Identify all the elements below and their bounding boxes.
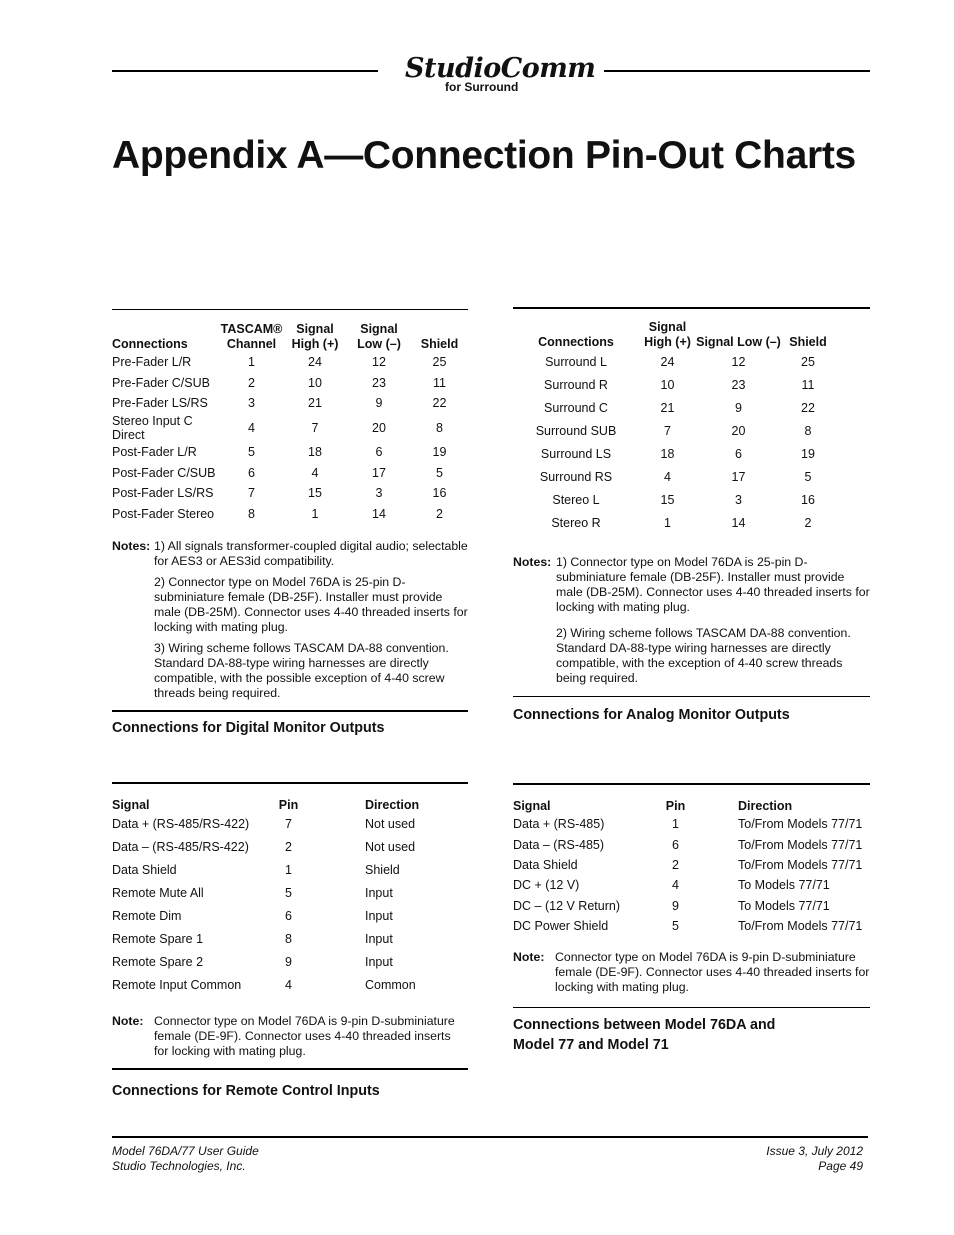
digital-shield-cell: 8 bbox=[436, 420, 443, 435]
analog-table bbox=[513, 319, 835, 534]
remote-row bbox=[112, 882, 452, 905]
remote-header: Pin bbox=[278, 798, 299, 812]
remote-signal-cell: Data + (RS-485/RS-422) bbox=[112, 817, 250, 832]
note-item: 2) Wiring scheme follows TASCAM DA-88 convention. Standard DA-88-type wiring harnesses are directly compatible, with the exception of 4-40 screw threads being required. bbox=[556, 626, 851, 685]
model-row bbox=[513, 855, 870, 875]
digital-bottom-rule bbox=[112, 710, 468, 712]
analog-shield-cell: 25 bbox=[801, 354, 815, 369]
model-caption-line2: Model 77 and Model 71 bbox=[513, 1037, 669, 1053]
digital-connection-cell: Post-Fader LS/RS bbox=[112, 486, 214, 501]
note-item: 1) All signals transformer-coupled digital audio; selectable for AES3 or AES3id compatibility. bbox=[154, 539, 468, 568]
remote-row bbox=[112, 950, 452, 973]
digital-notes bbox=[112, 539, 468, 701]
digital-shield-cell: 22 bbox=[432, 396, 447, 411]
analog-high-cell: 18 bbox=[660, 446, 675, 461]
analog-connection-cell: Surround R bbox=[544, 377, 608, 392]
digital-header: Signal Low (–) bbox=[357, 322, 401, 351]
analog-high-cell: 24 bbox=[660, 354, 675, 369]
remote-header: Signal bbox=[112, 798, 150, 812]
digital-row bbox=[112, 504, 468, 525]
model-top-rule bbox=[513, 783, 870, 785]
digital-connection-cell: Stereo Input C Direct bbox=[112, 413, 193, 442]
analog-low-cell: 12 bbox=[731, 354, 746, 369]
digital-low-cell: 3 bbox=[375, 486, 383, 501]
remote-signal-cell: Remote Dim bbox=[112, 909, 182, 923]
digital-shield-cell: 25 bbox=[432, 355, 447, 370]
analog-header: Signal High (+) bbox=[644, 320, 691, 349]
analog-row bbox=[513, 350, 835, 373]
model-row bbox=[513, 814, 870, 834]
note-item: 3) Wiring scheme follows TASCAM DA-88 convention. Standard DA-88-type wiring harnesses are directly compatible, with the possible exception of 4-40 screw threads being required. bbox=[154, 641, 449, 700]
remote-direction-cell: Not used bbox=[365, 817, 416, 832]
digital-channel-cell: 3 bbox=[248, 396, 255, 411]
remote-direction-cell: Input bbox=[365, 909, 393, 923]
digital-low-cell: 20 bbox=[372, 420, 386, 435]
remote-signal-cell: Remote Mute All bbox=[112, 886, 204, 901]
note-text: Connector type on Model 76DA is 9-pin D-subminiature female (DE-9F). Connector uses 4-40 threaded inserts for locking with mating plug. bbox=[154, 1014, 455, 1058]
analog-notes bbox=[513, 555, 870, 686]
remote-pin-cell: 9 bbox=[285, 954, 292, 969]
footer-left bbox=[112, 1144, 259, 1174]
analog-low-cell: 6 bbox=[735, 446, 742, 461]
note-text: Connector type on Model 76DA is 9-pin D-subminiature female (DE-9F). Connector uses 4-40 threaded inserts for locking with mating plug. bbox=[555, 950, 870, 994]
model-row bbox=[513, 875, 870, 895]
model-signal-cell: DC Power Shield bbox=[513, 919, 609, 934]
digital-connection-cell: Pre-Fader L/R bbox=[112, 355, 192, 370]
analog-top-rule bbox=[513, 307, 870, 309]
model-header: Pin bbox=[665, 799, 686, 813]
analog-header: Shield bbox=[789, 335, 827, 349]
digital-low-cell: 17 bbox=[372, 465, 386, 480]
analog-row bbox=[513, 442, 835, 465]
digital-high-cell: 4 bbox=[311, 465, 319, 480]
analog-caption: Connections for Analog Monitor Outputs bbox=[513, 707, 790, 723]
remote-pin-cell: 8 bbox=[285, 931, 292, 946]
digital-high-cell: 18 bbox=[308, 445, 322, 460]
header-rule-right bbox=[604, 70, 870, 72]
analog-shield-cell: 16 bbox=[801, 492, 815, 507]
analog-high-cell: 7 bbox=[664, 423, 671, 438]
model-note bbox=[513, 950, 870, 995]
note-label: Note: bbox=[513, 950, 545, 964]
digital-low-cell: 12 bbox=[372, 355, 386, 370]
model-direction-cell: To/From Models 77/71 bbox=[738, 857, 863, 872]
model-bottom-rule bbox=[513, 1007, 870, 1008]
remote-signal-cell: Data Shield bbox=[112, 863, 177, 878]
digital-high-cell: 21 bbox=[308, 396, 322, 411]
digital-channel-cell: 7 bbox=[248, 486, 255, 501]
digital-header: Signal High (+) bbox=[291, 322, 339, 351]
model-pin-cell: 4 bbox=[672, 878, 679, 893]
digital-row bbox=[112, 393, 468, 414]
remote-signal-cell: Remote Spare 2 bbox=[112, 954, 204, 969]
digital-shield-cell: 19 bbox=[432, 445, 447, 460]
digital-low-cell: 9 bbox=[375, 396, 383, 411]
note-label: Note: bbox=[112, 1014, 144, 1028]
footer-issue: Issue 3, July 2012 bbox=[766, 1144, 863, 1158]
digital-low-cell: 14 bbox=[372, 506, 386, 521]
remote-direction-cell: Input bbox=[365, 954, 393, 969]
analog-connection-cell: Stereo R bbox=[551, 515, 601, 530]
remote-row bbox=[112, 973, 452, 996]
analog-connection-cell: Surround LS bbox=[540, 446, 612, 461]
remote-direction-cell: Common bbox=[365, 977, 416, 992]
brand-script: StudioComm bbox=[405, 53, 596, 84]
brand-sub: for Surround bbox=[445, 80, 519, 94]
digital-row bbox=[112, 483, 468, 504]
digital-high-cell: 1 bbox=[311, 506, 319, 521]
header-rule-left bbox=[112, 70, 378, 72]
analog-high-cell: 21 bbox=[660, 400, 675, 415]
analog-bottom-rule bbox=[513, 696, 870, 697]
footer-page: Page 49 bbox=[818, 1159, 863, 1173]
model-direction-cell: To/From Models 77/71 bbox=[738, 837, 863, 852]
model-header: Direction bbox=[738, 799, 793, 813]
remote-row bbox=[112, 813, 452, 836]
model-row bbox=[513, 834, 870, 854]
model-pin-cell: 1 bbox=[672, 817, 679, 832]
analog-row bbox=[513, 419, 835, 442]
digital-row bbox=[112, 462, 468, 483]
note-item: 1) Connector type on Model 76DA is 25-pin D-subminiature female (DB-25F). Installer must provide male (DB-25M). Connector uses 4-40 threaded inserts for locking with mating plug. bbox=[556, 555, 870, 614]
remote-direction-cell: Not used bbox=[365, 840, 416, 855]
remote-pin-cell: 5 bbox=[285, 886, 292, 901]
analog-high-cell: 1 bbox=[664, 515, 671, 530]
analog-row bbox=[513, 373, 835, 396]
analog-low-cell: 14 bbox=[731, 515, 746, 530]
model-signal-cell: DC – (12 V Return) bbox=[513, 898, 620, 913]
digital-high-cell: 15 bbox=[308, 486, 322, 501]
analog-connection-cell: Surround C bbox=[544, 400, 608, 415]
digital-low-cell: 23 bbox=[372, 375, 386, 390]
remote-row bbox=[112, 905, 452, 928]
model-pin-cell: 2 bbox=[672, 857, 679, 872]
analog-low-cell: 20 bbox=[731, 423, 746, 438]
analog-row bbox=[513, 465, 835, 488]
remote-note bbox=[112, 1014, 468, 1059]
digital-row bbox=[112, 373, 468, 394]
digital-connection-cell: Post-Fader Stereo bbox=[112, 506, 215, 521]
digital-caption: Connections for Digital Monitor Outputs bbox=[112, 720, 385, 736]
digital-connection-cell: Post-Fader L/R bbox=[112, 445, 197, 460]
analog-row bbox=[513, 488, 835, 511]
remote-direction-cell: Input bbox=[365, 886, 393, 901]
analog-connection-cell: Surround RS bbox=[539, 469, 613, 484]
page-title: Appendix A—Connection Pin-Out Charts bbox=[112, 134, 856, 177]
digital-high-cell: 7 bbox=[311, 420, 319, 435]
digital-channel-cell: 8 bbox=[248, 506, 255, 521]
model-pin-cell: 6 bbox=[672, 837, 679, 852]
model-pin-cell: 9 bbox=[672, 898, 679, 913]
analog-row bbox=[513, 511, 835, 534]
digital-connection-cell: Pre-Fader LS/RS bbox=[112, 396, 208, 411]
analog-connection-cell: Stereo L bbox=[552, 492, 600, 507]
remote-pin-cell: 4 bbox=[285, 977, 292, 992]
remote-bottom-rule bbox=[112, 1068, 468, 1070]
analog-shield-cell: 11 bbox=[801, 377, 815, 392]
footer-company: Studio Technologies, Inc. bbox=[112, 1159, 246, 1173]
analog-high-cell: 15 bbox=[660, 492, 675, 507]
digital-shield-cell: 2 bbox=[436, 506, 443, 521]
digital-header: TASCAM® Channel bbox=[220, 322, 283, 351]
remote-pin-cell: 2 bbox=[285, 840, 292, 855]
digital-connection-cell: Post-Fader C/SUB bbox=[112, 465, 216, 480]
digital-row bbox=[112, 414, 468, 442]
digital-table bbox=[112, 322, 468, 524]
digital-shield-cell: 11 bbox=[433, 375, 446, 390]
note-item: 2) Connector type on Model 76DA is 25-pin D-subminiature female (DB-25F). Installer must provide male (DB-25M). Connector uses 4-40 threaded inserts for locking with mating plug. bbox=[154, 575, 468, 634]
analog-shield-cell: 19 bbox=[801, 446, 815, 461]
footer-guide: Model 76DA/77 User Guide bbox=[112, 1144, 259, 1158]
analog-header: Connections bbox=[538, 335, 614, 349]
analog-low-cell: 17 bbox=[731, 469, 746, 484]
analog-connection-cell: Surround SUB bbox=[535, 423, 617, 438]
analog-low-cell: 3 bbox=[735, 492, 742, 507]
model-header: Signal bbox=[513, 799, 551, 813]
footer-rule bbox=[112, 1136, 868, 1138]
digital-low-cell: 6 bbox=[375, 445, 383, 460]
remote-pin-cell: 7 bbox=[285, 817, 292, 832]
model-direction-cell: To/From Models 77/71 bbox=[738, 817, 863, 832]
model-direction-cell: To Models 77/71 bbox=[738, 898, 830, 913]
digital-high-cell: 10 bbox=[308, 375, 322, 390]
model-caption-line1: Connections between Model 76DA and bbox=[513, 1017, 776, 1033]
digital-header: Connections bbox=[112, 337, 188, 351]
remote-table bbox=[112, 795, 452, 996]
analog-header: Signal Low (–) bbox=[696, 335, 781, 349]
remote-signal-cell: Remote Input Common bbox=[112, 977, 242, 992]
digital-top-rule bbox=[112, 309, 468, 310]
model-signal-cell: Data – (RS-485) bbox=[513, 837, 605, 852]
analog-row bbox=[513, 396, 835, 419]
analog-high-cell: 10 bbox=[660, 377, 675, 392]
model-pin-cell: 5 bbox=[672, 919, 679, 934]
digital-channel-cell: 4 bbox=[248, 420, 255, 435]
digital-row bbox=[112, 442, 468, 463]
model-direction-cell: To/From Models 77/71 bbox=[738, 919, 863, 934]
analog-shield-cell: 5 bbox=[804, 469, 812, 484]
analog-shield-cell: 8 bbox=[804, 423, 812, 438]
model-table bbox=[513, 796, 870, 936]
digital-row bbox=[112, 352, 468, 373]
digital-connection-cell: Pre-Fader C/SUB bbox=[112, 375, 210, 390]
digital-shield-cell: 16 bbox=[432, 486, 447, 501]
analog-shield-cell: 2 bbox=[804, 515, 812, 530]
analog-connection-cell: Surround L bbox=[545, 354, 607, 369]
digital-channel-cell: 1 bbox=[248, 355, 255, 370]
remote-row bbox=[112, 859, 452, 882]
digital-shield-cell: 5 bbox=[436, 465, 443, 480]
remote-pin-cell: 6 bbox=[285, 909, 292, 923]
remote-header: Direction bbox=[365, 798, 420, 812]
model-signal-cell: Data + (RS-485) bbox=[513, 817, 605, 832]
brand-logo bbox=[405, 53, 596, 94]
digital-channel-cell: 5 bbox=[248, 445, 255, 460]
remote-direction-cell: Shield bbox=[365, 863, 400, 878]
digital-high-cell: 24 bbox=[308, 355, 322, 370]
digital-channel-cell: 6 bbox=[248, 465, 255, 480]
footer-right bbox=[766, 1144, 863, 1174]
analog-low-cell: 23 bbox=[731, 377, 746, 392]
remote-direction-cell: Input bbox=[365, 931, 393, 946]
remote-row bbox=[112, 836, 452, 859]
digital-channel-cell: 2 bbox=[248, 375, 255, 390]
remote-pin-cell: 1 bbox=[285, 863, 292, 878]
analog-shield-cell: 22 bbox=[801, 400, 815, 415]
analog-high-cell: 4 bbox=[664, 469, 671, 484]
model-row bbox=[513, 896, 870, 916]
notes-label: Notes: bbox=[112, 539, 151, 553]
model-caption bbox=[513, 1015, 775, 1055]
model-signal-cell: DC + (12 V) bbox=[513, 878, 580, 893]
remote-signal-cell: Remote Spare 1 bbox=[112, 931, 204, 946]
model-direction-cell: To Models 77/71 bbox=[738, 878, 830, 893]
notes-label: Notes: bbox=[513, 555, 552, 569]
digital-header: Shield bbox=[420, 337, 459, 351]
remote-top-rule bbox=[112, 782, 468, 784]
model-signal-cell: Data Shield bbox=[513, 857, 578, 872]
remote-signal-cell: Data – (RS-485/RS-422) bbox=[112, 840, 249, 855]
model-row bbox=[513, 916, 870, 936]
remote-caption: Connections for Remote Control Inputs bbox=[112, 1083, 380, 1099]
remote-row bbox=[112, 927, 452, 950]
analog-low-cell: 9 bbox=[735, 400, 742, 415]
